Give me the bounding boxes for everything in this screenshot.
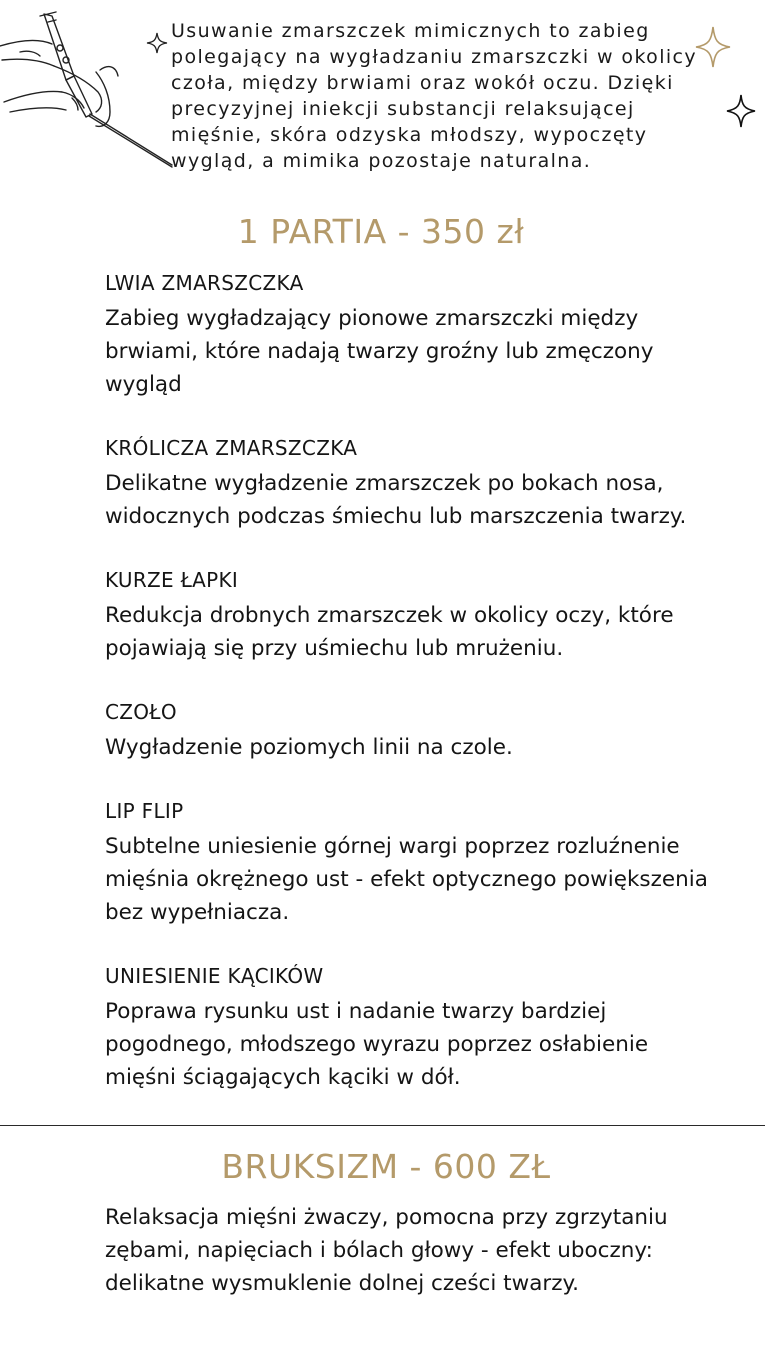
intro-text: Usuwanie zmarszczek mimicznych to zabieg polegający na wygładzaniu zmarszczki w okolicy czoła, między brwiami oraz wokół oczu. Dzięki precyzyjnej iniekcji substancji relaksującej mięśnie, skóra odzyska młodszy, wypoczęty wygląd, a mimika pozostaje naturalna. xyxy=(171,20,698,172)
service-name: LIP FLIP xyxy=(105,799,184,823)
service-item xyxy=(105,961,765,1094)
bruksizm-description: Relaksacja mięśni żwaczy, pomocna przy zgrzytaniu zębami, napięciach i bólach głowy - efekt uboczny: delikatne wysmuklenie dolnej cześci twarzy. xyxy=(105,1205,668,1296)
service-item xyxy=(105,565,765,665)
service-description: Redukcja drobnych zmarszczek w okolicy oczy, które pojawiają się przy uśmiechu lub mrużeniu. xyxy=(105,603,674,661)
service-item xyxy=(105,268,765,401)
service-item xyxy=(105,697,765,764)
sparkle-icon xyxy=(146,32,168,54)
service-item xyxy=(105,433,765,533)
services-list xyxy=(105,268,765,1126)
service-description: Wygładzenie poziomych linii na czole. xyxy=(105,735,513,760)
service-description: Zabieg wygładzający pionowe zmarszczki między brwiami, które nadają twarzy groźny lub zmęczony wygląd xyxy=(105,306,654,397)
section-heading-bruksizm: BRUKSIZM - 600 ZŁ xyxy=(221,1147,551,1186)
service-name: KRÓLICZA ZMARSZCZKA xyxy=(105,436,358,460)
service-name: KURZE ŁAPKI xyxy=(105,568,239,592)
section-heading-partia: 1 PARTIA - 350 zł xyxy=(237,212,525,251)
section-divider xyxy=(0,1125,765,1126)
service-item xyxy=(105,796,765,929)
service-description: Subtelne uniesienie górnej wargi poprzez rozluźnenie mięśnia okrężnego ust - efekt optycznego powiększenia bez wypełniacza. xyxy=(105,834,708,925)
service-description: Delikatne wygładzenie zmarszczek po bokach nosa, widocznych podczas śmiechu lub marszczenia twarzy. xyxy=(105,471,687,529)
service-name: LWIA ZMARSZCZKA xyxy=(105,271,304,295)
service-description: Poprawa rysunku ust i nadanie twarzy bardziej pogodnego, młodszego wyrazu poprzez osłabienie mięśni ściągających kąciki w dół. xyxy=(105,999,649,1090)
service-name: UNIESIENIE KĄCIKÓW xyxy=(105,964,324,988)
service-name: CZOŁO xyxy=(105,700,177,724)
